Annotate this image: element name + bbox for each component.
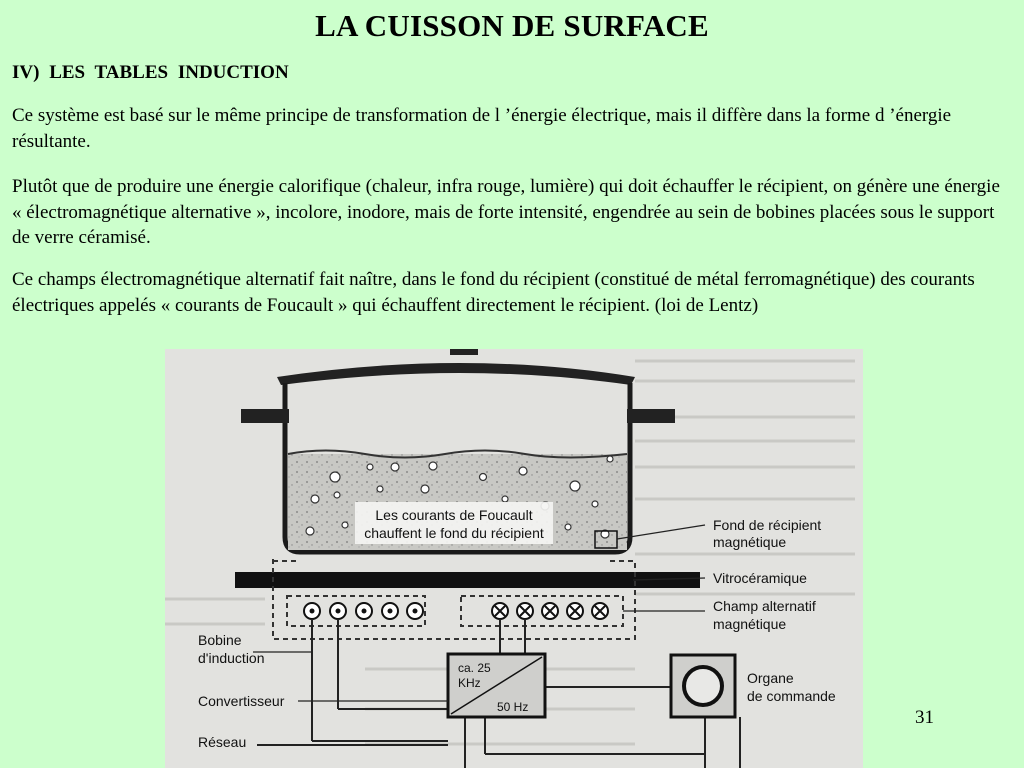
control-unit — [671, 655, 735, 717]
freq-high-line-1: ca. 25 — [458, 661, 491, 675]
induction-diagram — [165, 349, 863, 768]
vitroceramic-plate — [235, 572, 700, 588]
callout-line-2: chauffent le fond du récipient — [364, 525, 544, 541]
label-fond-2: magnétique — [713, 534, 787, 550]
label-champ-1: Champ alternatif — [713, 598, 816, 614]
label-bobine-1: Bobine — [198, 632, 242, 648]
paragraph-1: Ce système est basé sur le même principe de transformation de l ’énergie électrique, mais il diffère dans la forme d ’énergie résultante. — [12, 105, 952, 152]
coil-housing — [273, 559, 635, 639]
slide-title: LA CUISSON DE SURFACE — [315, 8, 709, 43]
freq-low: 50 Hz — [497, 700, 529, 714]
page-number: 31 — [915, 707, 934, 728]
paragraph-2: Plutôt que de produire une énergie calorifique (chaleur, infra rouge, lumière) qui doit échauffer le récipient, on génère une énergie « électromagnétique alternative », incolore, inodore, mais de forte intensité, engendrée au sein de bobines placées sous le support de verre céramisé. — [12, 176, 1000, 248]
section-heading: IV) LES TABLES INDUCTION — [12, 62, 289, 83]
converter-box — [448, 654, 545, 717]
label-reseau: Réseau — [198, 734, 247, 750]
foucault-callout — [355, 502, 553, 544]
coil-windings-out — [304, 603, 423, 619]
coil-windings-in — [492, 603, 608, 619]
label-organe-2: de commande — [747, 688, 836, 704]
label-organe-1: Organe — [747, 670, 794, 686]
label-convertisseur: Convertisseur — [198, 693, 285, 709]
label-vitro: Vitrocéramique — [713, 570, 807, 586]
left-labels — [198, 632, 285, 750]
paragraph-3: Ce champs électromagnétique alternatif fait naître, dans le fond du récipient (constitué de métal ferromagnétique) des courants électriques appelés « courants de Foucault » qui échauffent directement le récipient. (loi de Lentz) — [12, 269, 975, 316]
callout-line-1: Les courants de Foucault — [375, 507, 533, 523]
label-fond-1: Fond de récipient — [713, 517, 822, 533]
label-bobine-2: d'induction — [198, 650, 265, 666]
label-champ-2: magnétique — [713, 616, 787, 632]
freq-high-line-2: KHz — [458, 676, 481, 690]
pot-lid — [277, 349, 635, 385]
